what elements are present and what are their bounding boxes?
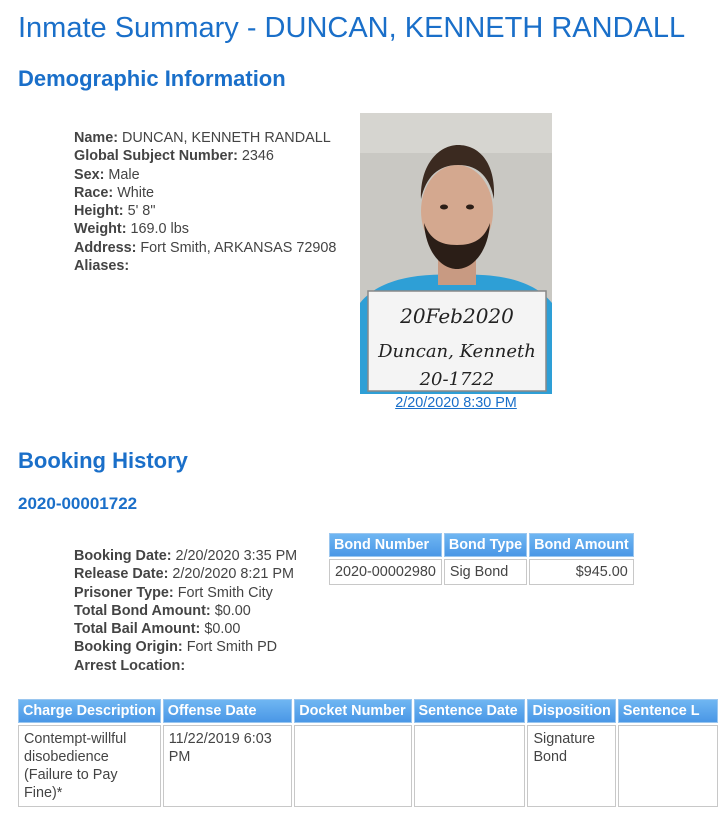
subject-number-row: Global Subject Number: 2346 — [74, 148, 274, 165]
bond-number-header[interactable]: Bond Number — [329, 533, 442, 557]
booking-origin-value: Fort Smith PD — [186, 639, 278, 656]
demographic-info — [74, 129, 336, 275]
table-row — [329, 559, 634, 585]
bond-amount-header[interactable]: Bond Amount — [529, 533, 634, 557]
bond-table-header — [329, 533, 634, 557]
sentence-length-cell — [618, 725, 718, 807]
height-row: Height: 5' 8" — [74, 203, 156, 220]
page-title: Inmate Summary - DUNCAN, KENNETH RANDALL — [18, 12, 686, 44]
total-bail-row: Total Bail Amount: $0.00 — [74, 621, 241, 638]
height-value: 5' 8" — [127, 203, 156, 220]
arrest-location-row: Arrest Location: — [74, 657, 186, 674]
docket-number-header[interactable]: Docket Number — [294, 699, 411, 723]
booking-date-row: Booking Date: 2/20/2020 3:35 PM — [74, 548, 298, 564]
photo-date-link[interactable]: 2/20/2020 8:30 PM — [395, 395, 517, 411]
address-row: Address: Fort Smith, ARKANSAS 72908 — [74, 239, 337, 256]
weight-row: Weight: 169.0 lbs — [74, 221, 189, 238]
sex-row: Sex: Male — [74, 166, 140, 183]
photo-sign-line1: 20Feb2020 — [400, 304, 514, 328]
release-date-value: 2/20/2020 8:21 PM — [172, 566, 295, 583]
disposition-header[interactable]: Disposition — [527, 699, 615, 723]
prisoner-type-row: Prisoner Type: Fort Smith City — [74, 584, 273, 601]
docket-number-cell — [294, 725, 411, 807]
bond-table — [327, 531, 636, 587]
subject-number-value: 2346 — [241, 148, 274, 165]
photo-sign-line3: 20-1722 — [419, 369, 495, 390]
booking-info — [74, 547, 297, 675]
release-date-row: Release Date: 2/20/2020 8:21 PM — [74, 566, 295, 583]
booking-history-heading: Booking History — [18, 448, 188, 473]
demographic-heading: Demographic Information — [18, 66, 286, 91]
bond-number-cell: 2020-00002980 — [329, 559, 442, 585]
disposition-cell: Signature Bond — [527, 725, 615, 807]
total-bond-value: $0.00 — [214, 602, 251, 619]
race-row: Race: White — [74, 184, 154, 201]
booking-date-value: 2/20/2020 3:35 PM — [175, 548, 298, 564]
offense-date-header[interactable]: Offense Date — [163, 699, 292, 723]
booking-photo — [360, 113, 552, 394]
prisoner-type-value: Fort Smith City — [177, 584, 273, 601]
total-bail-value: $0.00 — [204, 621, 241, 638]
sex-value: Male — [108, 166, 140, 183]
table-row — [18, 725, 718, 807]
photo-sign-line2: Duncan, Kenneth — [378, 341, 536, 362]
offense-date-cell: 11/22/2019 6:03 PM — [163, 725, 292, 807]
bond-amount-cell: $945.00 — [529, 559, 634, 585]
charge-table-header — [18, 699, 718, 723]
charge-table — [16, 697, 720, 809]
name-row: Name: DUNCAN, KENNETH RANDALL — [74, 130, 331, 146]
bond-type-header[interactable]: Bond Type — [444, 533, 527, 557]
charge-description-header[interactable]: Charge Description — [18, 699, 161, 723]
bond-type-cell: Sig Bond — [444, 559, 527, 585]
sentence-date-header[interactable]: Sentence Date — [414, 699, 526, 723]
booking-origin-row: Booking Origin: Fort Smith PD — [74, 639, 278, 656]
booking-number: 2020-00001722 — [18, 494, 138, 513]
total-bond-row: Total Bond Amount: $0.00 — [74, 602, 251, 619]
address-value: Fort Smith, ARKANSAS 72908 — [140, 239, 337, 256]
sentence-date-cell — [414, 725, 526, 807]
weight-value: 169.0 lbs — [130, 221, 189, 238]
race-value: White — [117, 184, 154, 201]
aliases-row: Aliases: — [74, 258, 130, 275]
charge-description-cell: Contempt-willful disobedience (Failure to Pay Fine)* — [18, 725, 161, 807]
sentence-length-header[interactable]: Sentence L — [618, 699, 718, 723]
name-value: DUNCAN, KENNETH RANDALL — [122, 130, 331, 146]
